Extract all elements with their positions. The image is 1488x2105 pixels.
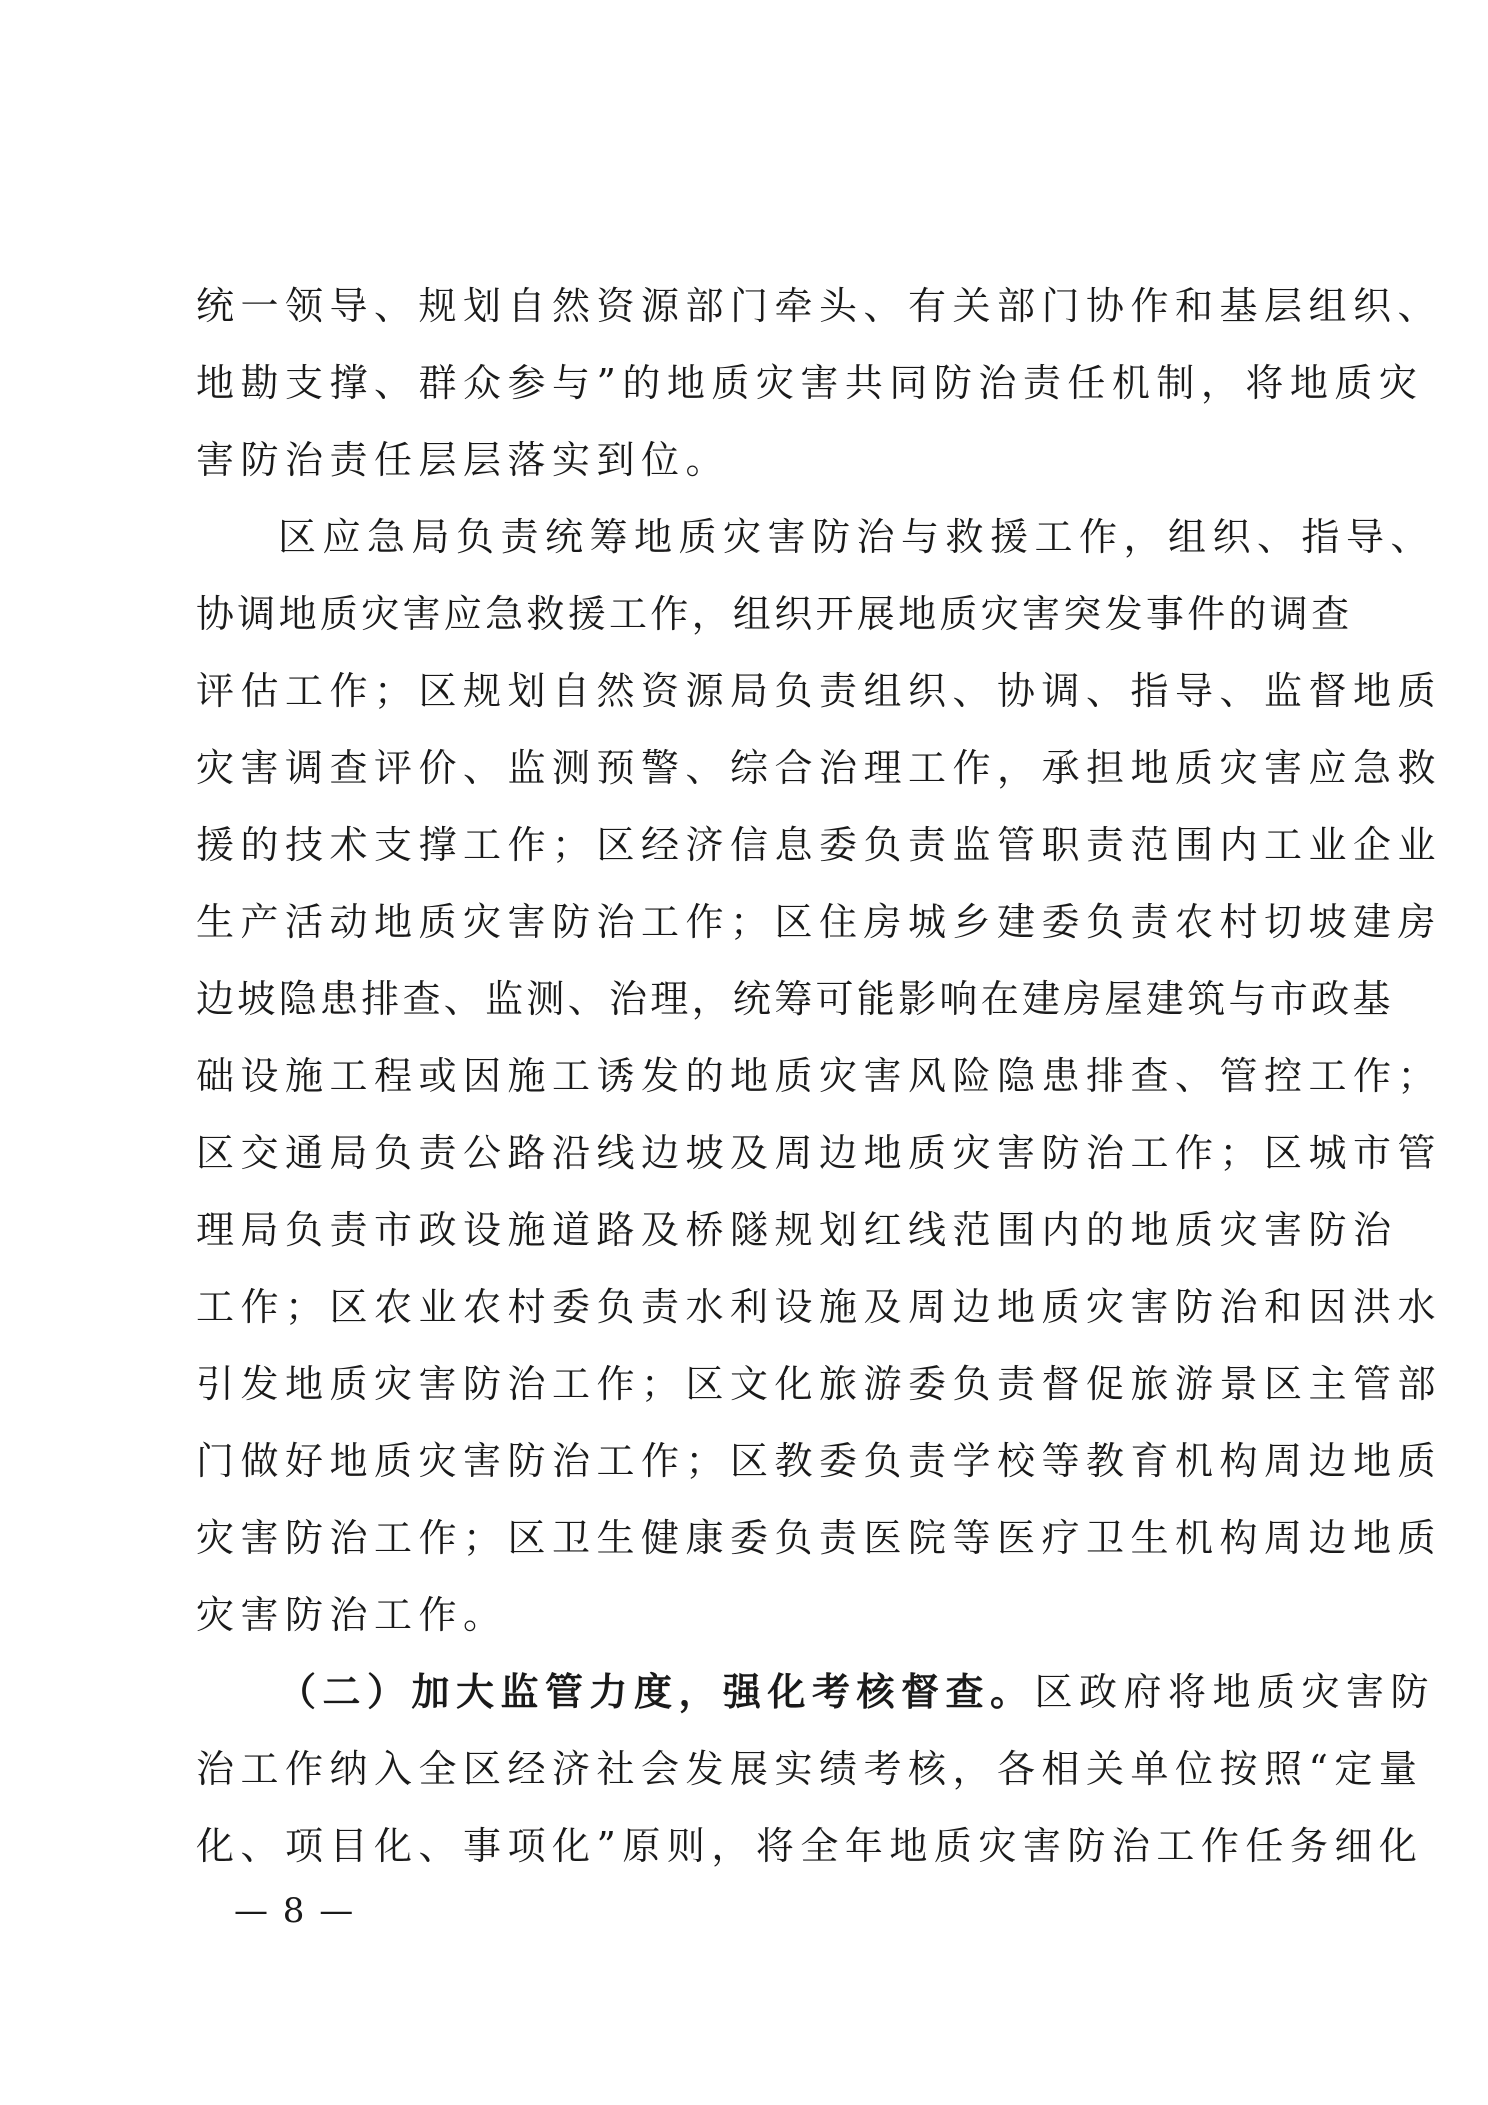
- body-text: [196, 268, 1443, 1885]
- paragraph-line: 援的技术支撑工作；区经济信息委负责监管职责范围内工业企业: [196, 823, 1443, 867]
- paragraph-line: 区交通局负责公路沿线边坡及周边地质灾害防治工作；区城市管: [196, 1131, 1443, 1175]
- paragraph-line: 灾害防治工作；区卫生健康委负责医院等医疗卫生机构周边地质: [196, 1516, 1443, 1560]
- paragraph-line: 边坡隐患排查、监测、治理，统筹可能影响在建房屋建筑与市政基: [196, 977, 1394, 1021]
- section-heading: （二）加大监管力度，强化考核督查。: [278, 1670, 1035, 1714]
- section-text: 区政府将地质灾害防: [1034, 1670, 1436, 1714]
- section-heading-line: [196, 1654, 1436, 1731]
- paragraph-line: 评估工作；区规划自然资源局负责组织、协调、指导、监督地质: [196, 669, 1443, 713]
- paragraph-line: 门做好地质灾害防治工作；区教委负责学校等教育机构周边地质: [196, 1439, 1443, 1483]
- paragraph-line: 础设施工程或因施工诱发的地质灾害风险隐患排查、管控工作；: [196, 1054, 1443, 1098]
- paragraph-line: 灾害调查评价、监测预警、综合治理工作，承担地质灾害应急救: [196, 746, 1443, 790]
- paragraph-line: 害防治责任层层落实到位。: [196, 438, 731, 482]
- paragraph-line: 生产活动地质灾害防治工作；区住房城乡建委负责农村切坡建房: [196, 900, 1443, 944]
- paragraph-line: 区应急局负责统筹地质灾害防治与救援工作，组织、指导、: [278, 515, 1436, 559]
- paragraph-line: 治工作纳入全区经济社会发展实绩考核，各相关单位按照“定量: [196, 1747, 1424, 1791]
- page-number: — 8 —: [234, 1891, 356, 1931]
- paragraph-line: 工作；区农业农村委负责水利设施及周边地质灾害防治和因洪水: [196, 1285, 1443, 1329]
- paragraph-line: 统一领导、规划自然资源部门牵头、有关部门协作和基层组织、: [196, 284, 1443, 328]
- paragraph-line: 协调地质灾害应急救援工作，组织开展地质灾害突发事件的调查: [196, 592, 1353, 636]
- paragraph-line: 地勘支撑、群众参与”的地质灾害共同防治责任机制，将地质灾: [196, 361, 1424, 405]
- paragraph-line: 化、项目化、事项化”原则，将全年地质灾害防治工作任务细化: [196, 1824, 1424, 1868]
- paragraph-line: 引发地质灾害防治工作；区文化旅游委负责督促旅游景区主管部: [196, 1362, 1443, 1406]
- paragraph-line: 灾害防治工作。: [196, 1593, 508, 1637]
- paragraph-line: 理局负责市政设施道路及桥隧规划红线范围内的地质灾害防治: [196, 1208, 1398, 1252]
